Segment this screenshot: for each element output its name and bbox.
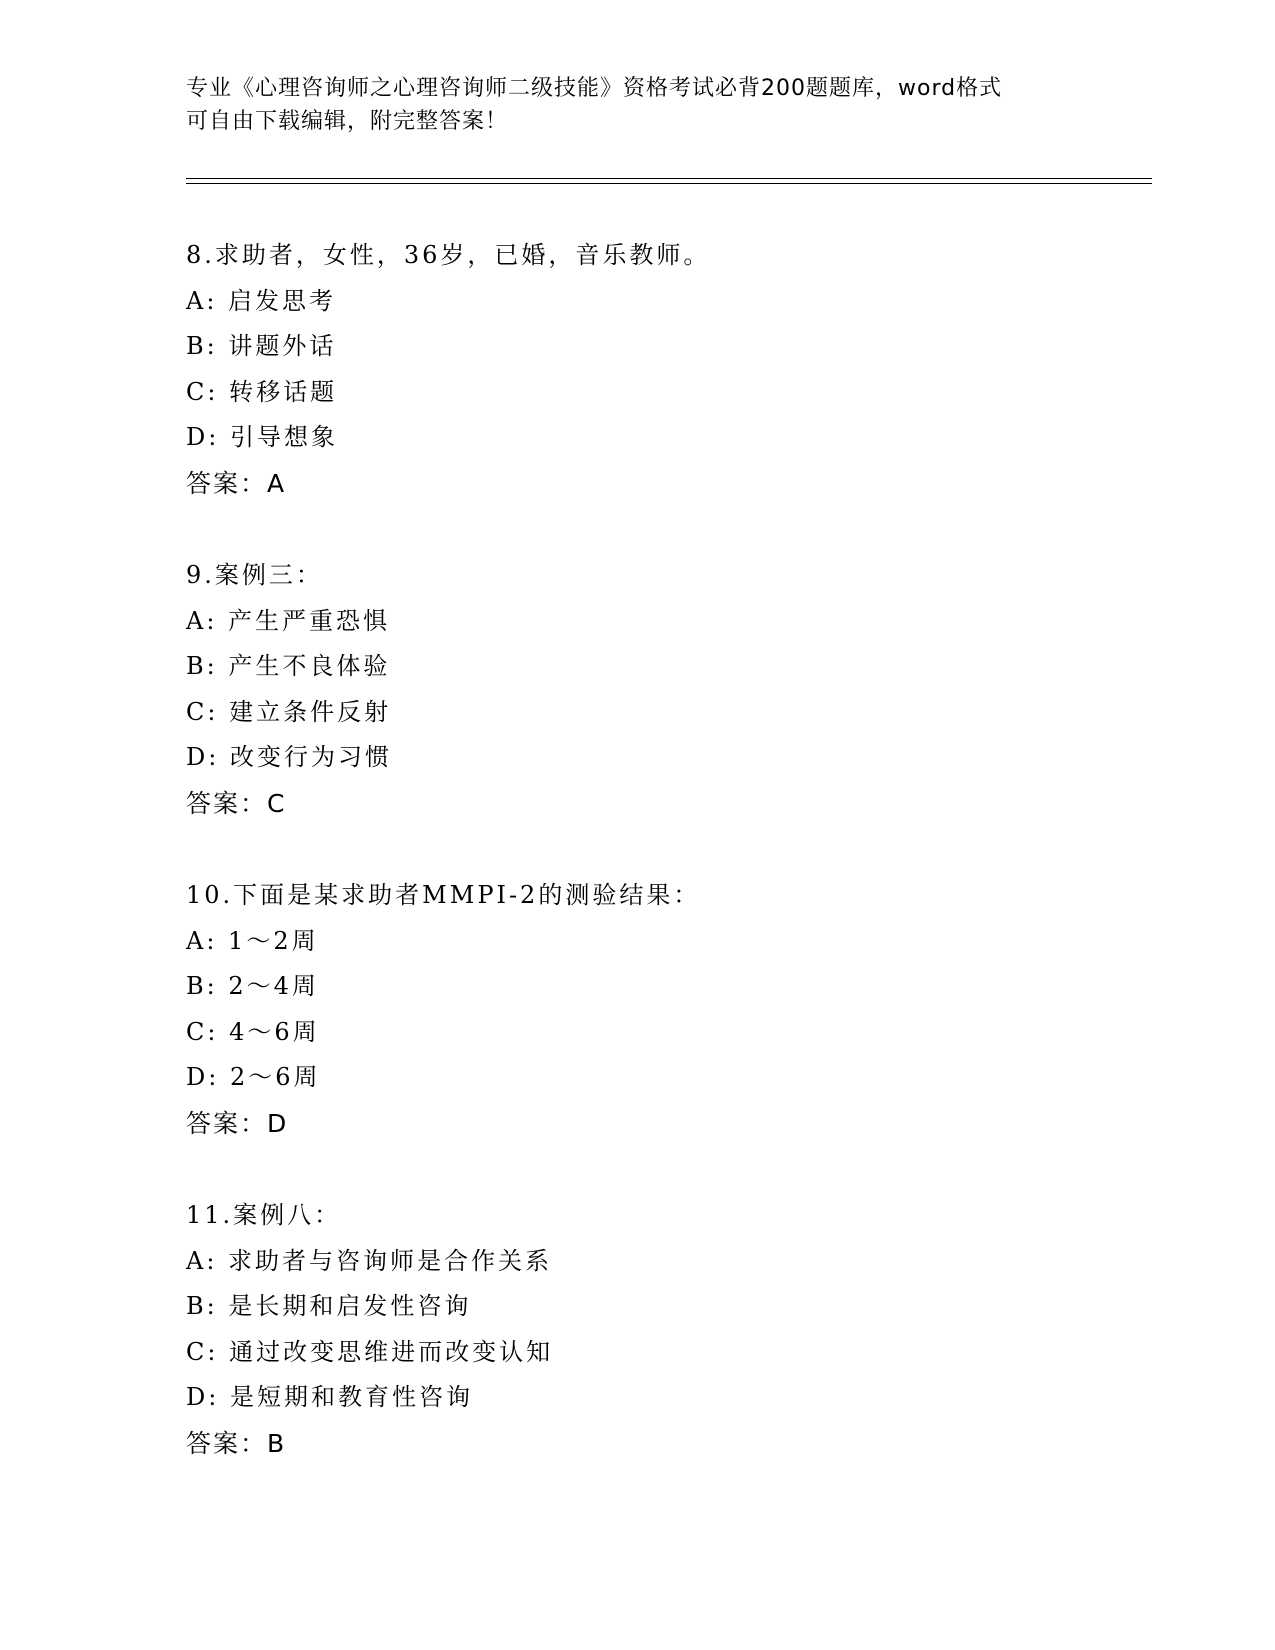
question-stem: 9.案例三： <box>186 561 323 589</box>
option-c: C: 建立条件反射 <box>186 697 392 726</box>
option-d: D: 2～6周 <box>186 1063 321 1091</box>
option-c: C: 通过改变思维进而改变认知 <box>186 1337 554 1366</box>
question-stem: 10.下面是某求助者MMPI-2的测验结果： <box>186 881 701 909</box>
answer-key: 答案：C <box>186 788 287 818</box>
question-9 <box>186 553 1136 826</box>
option-c: C: 4～6周 <box>186 1017 320 1046</box>
question-10 <box>186 873 1136 1146</box>
option-b: B: 产生不良体验 <box>186 652 391 680</box>
question-11 <box>186 1193 1136 1466</box>
header-title-line-2: 可自由下载编辑，附完整答案！ <box>186 109 509 134</box>
header-divider-bottom <box>186 183 1152 184</box>
question-8 <box>186 233 1136 506</box>
answer-key: 答案：D <box>186 1108 289 1138</box>
option-b: B: 讲题外话 <box>186 332 337 360</box>
answer-key: 答案：B <box>186 1428 287 1458</box>
header-title-line-1: 专业《心理咨询师之心理咨询师二级技能》资格考试必背200题题库，word格式 <box>186 76 1003 101</box>
answer-key: 答案：A <box>186 468 287 498</box>
option-d: D: 是短期和教育性咨询 <box>186 1383 473 1411</box>
question-stem: 8.求助者，女性，36岁，已婚，音乐教师。 <box>186 241 711 269</box>
option-d: D: 改变行为习惯 <box>186 743 392 771</box>
option-a: A: 产生严重恐惧 <box>186 606 391 635</box>
header-divider-top <box>186 178 1152 179</box>
option-b: B: 2～4周 <box>186 972 319 1000</box>
question-stem: 11.案例八： <box>186 1201 342 1229</box>
option-a: A: 1～2周 <box>186 926 319 955</box>
option-b: B: 是长期和启发性咨询 <box>186 1292 472 1320</box>
option-c: C: 转移话题 <box>186 377 338 406</box>
option-d: D: 引导想象 <box>186 423 338 451</box>
option-a: A: 启发思考 <box>186 286 337 315</box>
option-a: A: 求助者与咨询师是合作关系 <box>186 1246 553 1275</box>
document-header <box>186 72 1086 138</box>
